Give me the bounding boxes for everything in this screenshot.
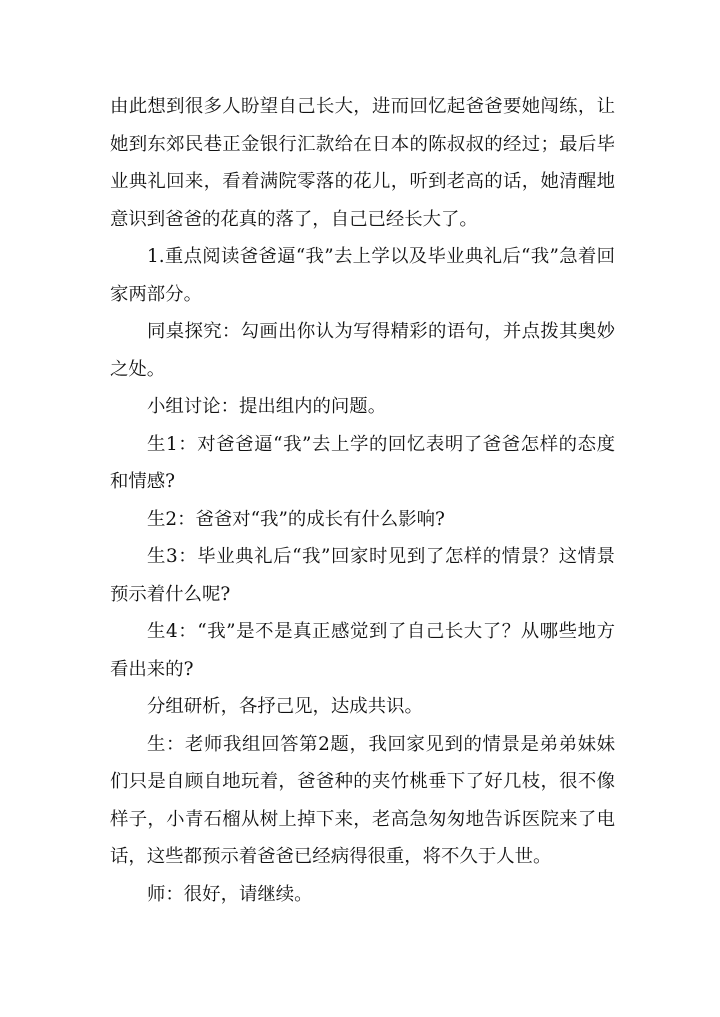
paragraph-8: 生4：“我”是不是真正感觉到了自己长大了？从哪些地方看出来的? [110, 621, 615, 680]
paragraph-5: 生1：对爸爸逼“我”去上学的回忆表明了爸爸怎样的态度和情感? [110, 433, 615, 492]
paragraph-9: 分组研析，各抒己见，达成共识。 [147, 696, 423, 717]
paragraph-11: 师：很好，请继续。 [147, 883, 313, 905]
paragraph-3: 同桌探究：勾画出你认为写得精彩的语句，并点拨其奥妙之处。 [110, 321, 615, 380]
document-body [110, 88, 615, 913]
paragraph-1: 由此想到很多人盼望自己长大，进而回忆起爸爸要她闯练，让她到东郊民巷正金银行汇款给在日本的陈叔叔的经过；最后毕业典礼回来，看着满院零落的花儿，听到老高的话，她清醒地意识到爸爸的花真的落了，自己已经长大了。 [110, 96, 615, 230]
paragraph-10: 生：老师我组回答第2题，我回家见到的情景是弟弟妹妹们只是自顾自地玩着，爸爸种的夹竹桃垂下了好几枝，很不像样子，小青石榴从树上掉下来，老高急匆匆地告诉医院来了电话，这些都预示着爸爸已经病得很重，将不久于人世。 [110, 733, 615, 867]
paragraph-7: 生3：毕业典礼后“我”回家时见到了怎样的情景？这情景预示着什么呢? [110, 546, 615, 605]
paragraph-6: 生2：爸爸对“我”的成长有什么影响? [147, 508, 445, 530]
paragraph-2: 1.重点阅读爸爸逼“我”去上学以及毕业典礼后“我”急着回家两部分。 [110, 246, 615, 305]
paragraph-4: 小组讨论：提出组内的问题。 [147, 396, 387, 417]
